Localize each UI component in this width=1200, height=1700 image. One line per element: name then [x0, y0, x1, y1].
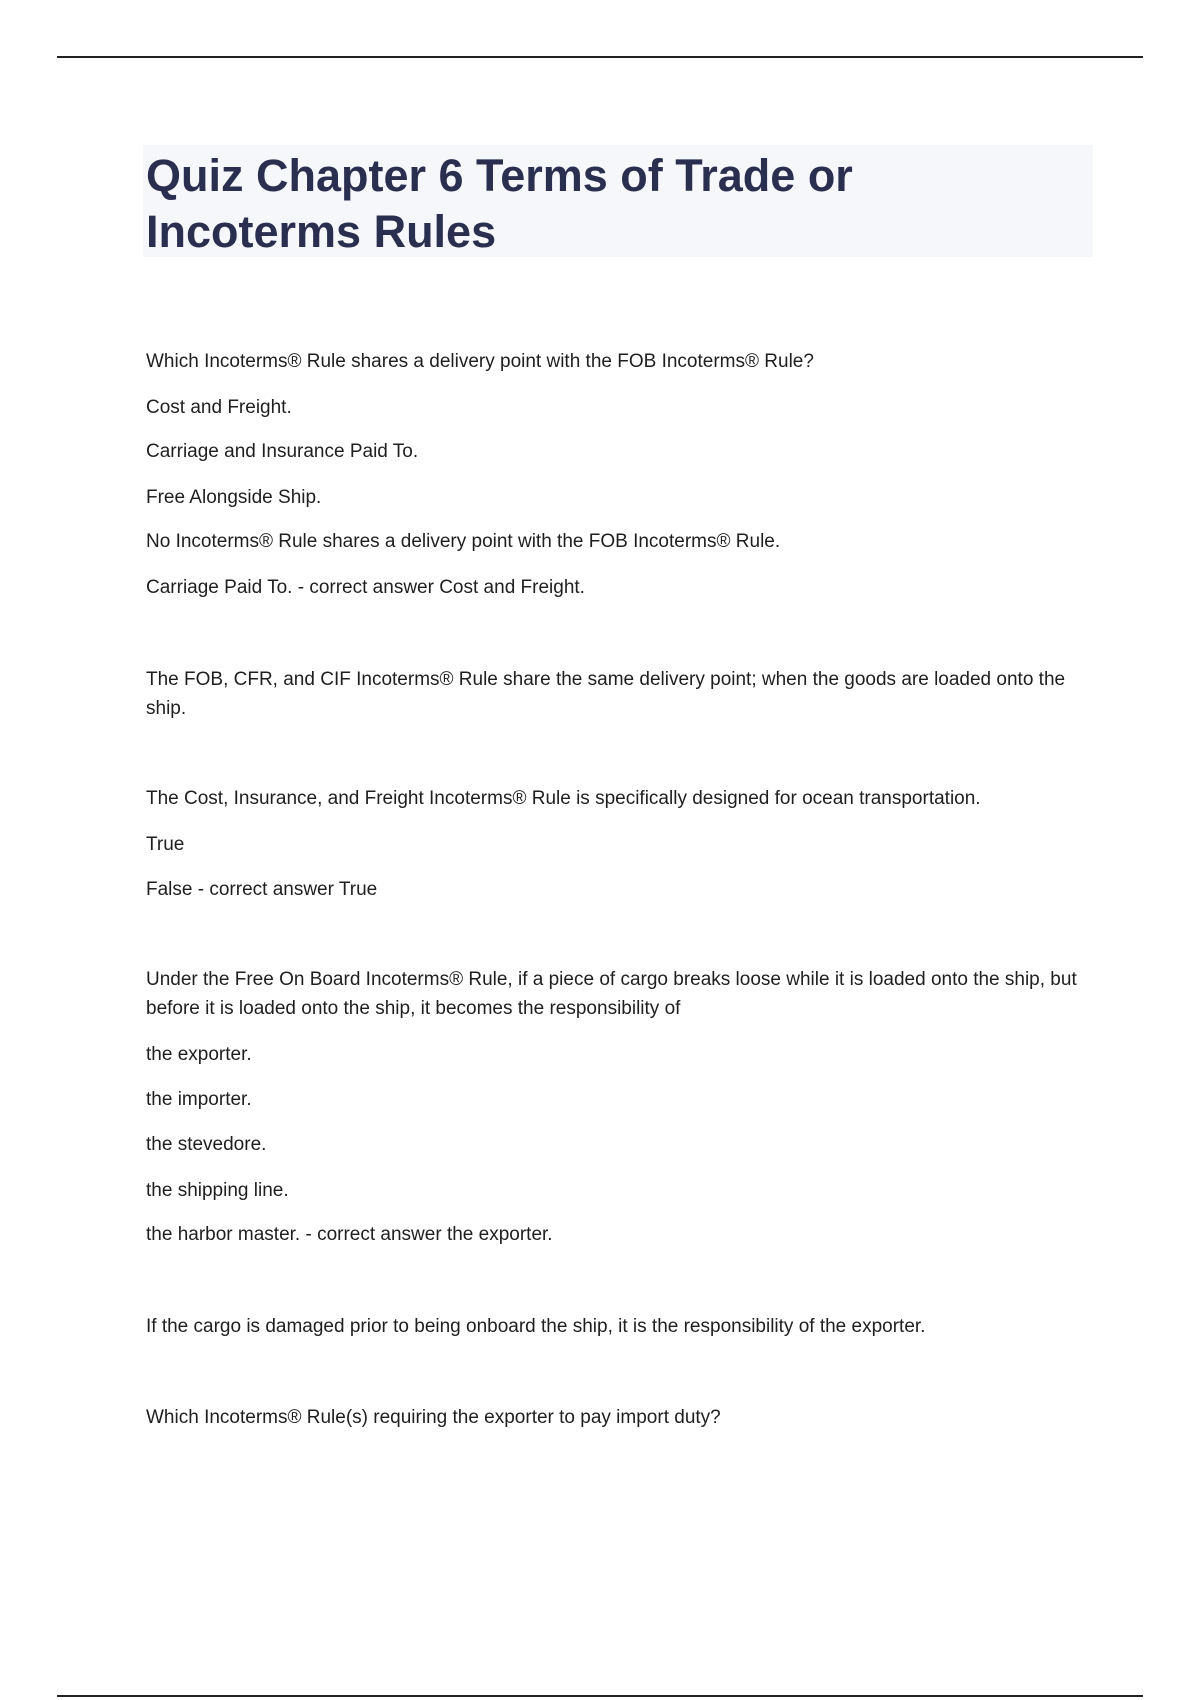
explanation-2: If the cargo is damaged prior to being onboard the ship, it is the responsibility of the exporter. — [146, 1316, 926, 1337]
question-3: Under the Free On Board Incoterms® Rule, if a piece of cargo breaks loose while it is loaded onto the ship, but before it is loaded onto the ship, it becomes the responsibility of — [146, 969, 1077, 1019]
question-3-option-5-answer: the harbor master. - correct answer the exporter. — [146, 1224, 553, 1245]
question-2-option-1: True — [146, 834, 185, 855]
question-1-option-2: Carriage and Insurance Paid To. — [146, 441, 419, 462]
explanation-1: The FOB, CFR, and CIF Incoterms® Rule share the same delivery point; when the goods are loaded onto the ship. — [146, 669, 1066, 719]
question-3-option-3: the stevedore. — [146, 1134, 267, 1155]
bottom-divider — [57, 1695, 1143, 1697]
question-1-option-1: Cost and Freight. — [146, 397, 292, 418]
page-title: Quiz Chapter 6 Terms of Trade or Incoterms Rules — [146, 150, 853, 257]
question-3-option-4: the shipping line. — [146, 1180, 289, 1201]
question-2: The Cost, Insurance, and Freight Incoterms® Rule is specifically designed for ocean transportation. — [146, 788, 981, 809]
question-1-option-4: No Incoterms® Rule shares a delivery point with the FOB Incoterms® Rule. — [146, 531, 781, 552]
question-4: Which Incoterms® Rule(s) requiring the exporter to pay import duty? — [146, 1407, 721, 1428]
question-3-option-1: the exporter. — [146, 1044, 252, 1065]
top-divider — [57, 56, 1143, 58]
question-3-option-2: the importer. — [146, 1089, 252, 1110]
question-1: Which Incoterms® Rule shares a delivery point with the FOB Incoterms® Rule? — [146, 351, 814, 372]
question-1-option-3: Free Alongside Ship. — [146, 487, 322, 508]
question-2-option-2-answer: False - correct answer True — [146, 879, 378, 900]
question-1-option-5-answer: Carriage Paid To. - correct answer Cost and Freight. — [146, 577, 585, 598]
